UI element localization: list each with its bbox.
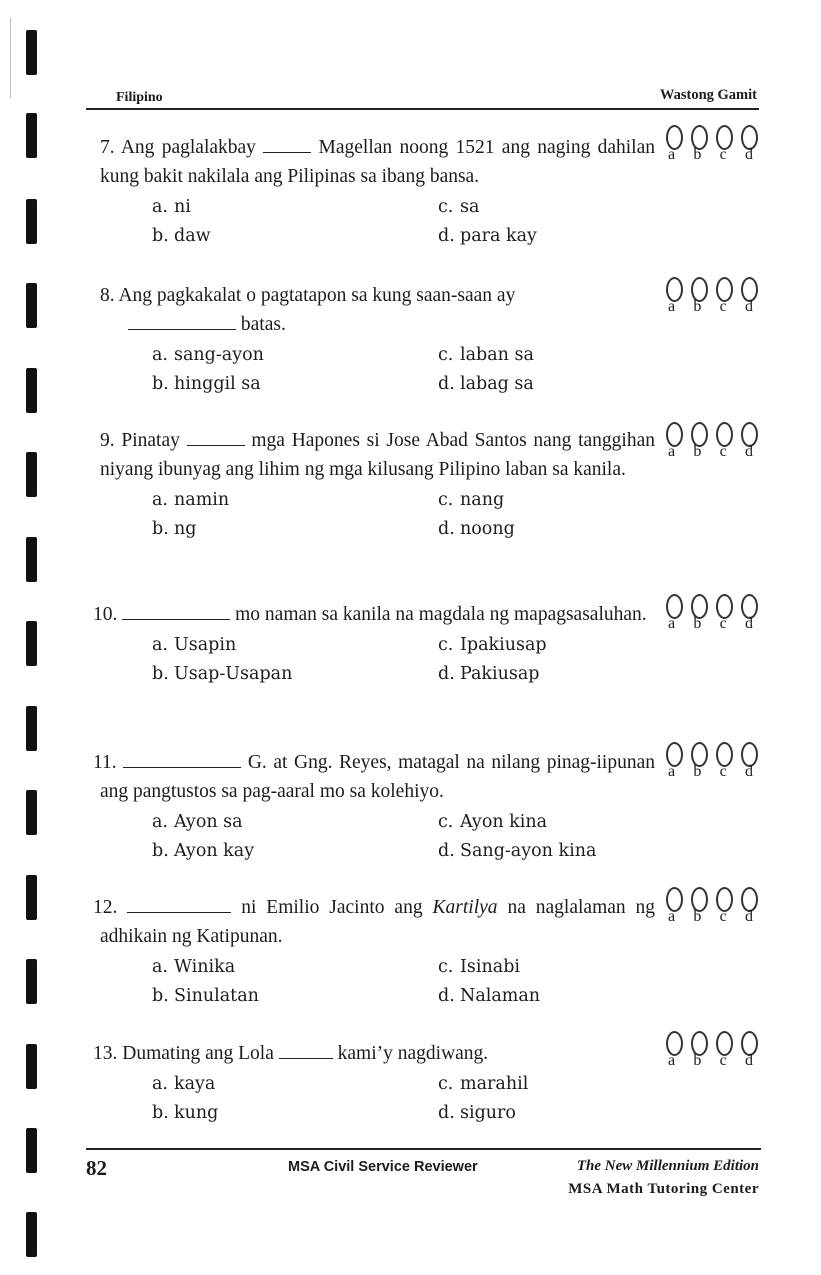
choice-a: a. Ayon sa: [152, 812, 243, 832]
question-11: [93, 748, 762, 868]
binding-hole: [26, 30, 37, 75]
choice-d: d. Pakiusap: [438, 664, 540, 684]
answer-blank: [127, 898, 231, 913]
page-number: 82: [86, 1156, 107, 1180]
choice-b: b. ng: [152, 519, 197, 539]
question-7: [100, 133, 762, 253]
question-stem: [100, 133, 655, 191]
binding-hole: [26, 1044, 37, 1089]
choices: [100, 953, 762, 1013]
choices: [100, 341, 762, 401]
answer-bubbles: a b c d: [662, 125, 762, 164]
book-title: Kartilya: [432, 897, 498, 918]
choice-a: a. namin: [152, 490, 230, 510]
answer-bubbles: a b c d: [662, 277, 762, 316]
footer-rule: [86, 1148, 761, 1150]
question-13: [93, 1039, 762, 1130]
choice-c: c. Isinabi: [438, 957, 520, 977]
answer-blank: [279, 1044, 333, 1059]
choice-d: d. Nalaman: [438, 986, 541, 1006]
choice-c: c. Ipakiusap: [438, 635, 547, 655]
choice-b: b. Usap-Usapan: [152, 664, 293, 684]
question-10: [93, 600, 762, 691]
question-8: [100, 281, 762, 401]
answer-blank: [122, 605, 230, 620]
choices: [100, 193, 762, 253]
question-stem: 10. mo naman sa kanila na magdala ng mapagsasaluhan.: [93, 604, 647, 625]
question-stem: 12. ni Emilio Jacinto ang Kartilya na naglalaman ng adhikain ng Katipunan.: [93, 897, 656, 947]
question-number: 7.: [100, 137, 115, 158]
question-stem: 13. Dumating ang Lola kami’y nagdiwang.: [93, 1043, 489, 1064]
choice-a: a. ni: [152, 197, 191, 217]
binding-hole: [26, 113, 37, 158]
choice-d: d. labag sa: [438, 374, 534, 394]
binding-hole: [26, 1128, 37, 1173]
choice-b: b. Sinulatan: [152, 986, 259, 1006]
binding-hole: [26, 199, 37, 244]
choices: [100, 1070, 762, 1130]
choice-d: d. para kay: [438, 226, 537, 246]
binding-hole: [26, 452, 37, 497]
binding-hole: [26, 706, 37, 751]
choice-b: b. daw: [152, 226, 211, 246]
choice-a: a. Winika: [152, 957, 236, 977]
page-edge-mark: [10, 18, 11, 98]
answer-blank: [128, 315, 236, 330]
binding-hole: [26, 875, 37, 920]
choice-a: a. kaya: [152, 1074, 216, 1094]
answer-bubbles: a b c d: [662, 742, 762, 781]
answer-blank: [187, 431, 245, 446]
choice-c: c. marahil: [438, 1074, 529, 1094]
choice-c: c. laban sa: [438, 345, 534, 365]
topic-title: Wastong Gamit: [659, 87, 757, 103]
binding-hole: [26, 537, 37, 582]
answer-blank: [263, 138, 311, 153]
section-title: Filipino: [116, 90, 163, 105]
choice-d: d. Sang-ayon kina: [438, 841, 597, 861]
binding-holes: [0, 0, 40, 1275]
answer-bubbles: a b c d: [662, 594, 762, 633]
question-12: [93, 893, 762, 1013]
answer-bubbles: a b c d: [662, 422, 762, 461]
binding-hole: [26, 1212, 37, 1257]
choice-d: d. siguro: [438, 1103, 516, 1123]
choice-c: c. nang: [438, 490, 505, 510]
book-title: MSA Civil Service Reviewer: [288, 1159, 478, 1175]
choices: [100, 808, 762, 868]
page-header: [86, 84, 759, 110]
answer-bubbles: a b c d: [662, 887, 762, 926]
choice-a: a. Usapin: [152, 635, 237, 655]
answer-blank: [123, 753, 241, 768]
binding-hole: [26, 283, 37, 328]
choice-b: b. kung: [152, 1103, 219, 1123]
binding-hole: [26, 368, 37, 413]
choice-c: c. sa: [438, 197, 480, 217]
choice-a: a. sang-ayon: [152, 345, 264, 365]
choice-c: c. Ayon kina: [438, 812, 548, 832]
question-stem: 11. G. at Gng. Reyes, matagal na nilang pinag-iipunan ang pangtustos sa pag-aaral mo sa kolehiyo.: [93, 752, 655, 802]
choices: [100, 631, 762, 691]
binding-hole: [26, 959, 37, 1004]
question-stem: 8. Ang pagkakalat o pagtatapon sa kung saan-saan ay batas.: [100, 285, 516, 335]
question-stem: 9. Pinatay mga Hapones si Jose Abad Santos nang tanggihan niyang ibunyag ang lihim ng mga kilusang Pilipino laban sa kanila.: [100, 430, 655, 480]
choices: [100, 486, 762, 546]
binding-hole: [26, 790, 37, 835]
question-9: [100, 426, 762, 546]
choice-d: d. noong: [438, 519, 515, 539]
choice-b: b. hinggil sa: [152, 374, 261, 394]
binding-hole: [26, 621, 37, 666]
stem-text: Ang paglalakbay: [120, 137, 256, 158]
choice-b: b. Ayon kay: [152, 841, 255, 861]
answer-bubbles: a b c d: [662, 1031, 762, 1070]
publisher-name: MSA Math Tutoring Center: [568, 1181, 759, 1197]
stem-text: Magellan noong 1521 ang naging dahilan kung bakit nakilala ang Pilipinas sa ibang bansa.: [100, 137, 656, 187]
edition-label: The New Millennium Edition: [576, 1158, 759, 1174]
